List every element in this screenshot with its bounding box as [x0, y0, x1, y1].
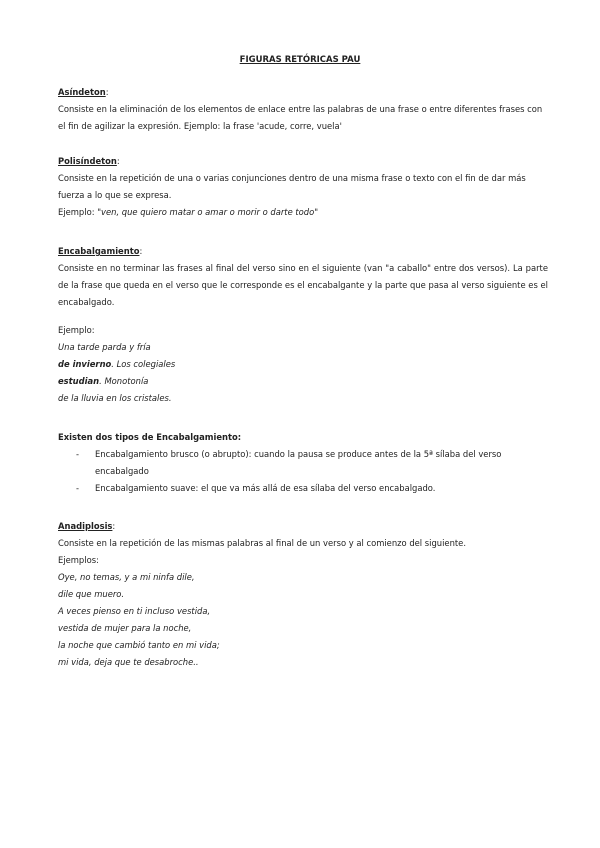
verse-line: Oye, no temas, y a mi ninfa dile,: [58, 572, 195, 582]
verse-line: A veces pienso en ti incluso vestida,: [58, 606, 211, 616]
example-label: Ejemplo:: [58, 325, 95, 335]
verse-line: la noche que cambió tanto en mi vida;: [58, 640, 220, 650]
section-asindeton: Asíndeton: Consiste en la eliminación de los elementos de enlace entre las palabras de una frase o entre diferentes frases con el fin de agilizar la expresión. Ejemplo: la frase 'acude, corre, vuela': [58, 84, 548, 135]
encabalgamiento-definition: Consiste en no terminar las frases al final del verso sino en el siguiente (van "a caballo" entre dos versos). La parte de la frase que queda en el verso que le corresponde es el encabalgante y la parte que pasa al verso siguiente es el encabalgado.: [58, 263, 548, 307]
heading-polisindeton: Polisíndeton: [58, 156, 117, 166]
encabalgamiento-types: [58, 429, 548, 497]
encabalgamiento-example: [58, 322, 548, 407]
list-item: - Encabalgamiento suave: el que va más allá de esa sílaba del verso encabalgado.: [58, 480, 548, 497]
verse-line: de invierno. Los colegiales: [58, 359, 176, 369]
section-anadiplosis: Anadiplosis: Consiste en la repetición de las mismas palabras al final de un verso y al comienzo del siguiente. Ejemplos: Oye, no temas, y a mi ninfa dile, dile que muero. A veces pienso en ti incluso vestida, vestida de mujer para la noche, la noche que cambió tanto en mi vida; mi vida, deja que te desabroche..: [58, 518, 548, 671]
heading-asindeton: Asíndeton: [58, 87, 106, 97]
example-label: Ejemplos:: [58, 555, 99, 565]
heading-anadiplosis: Anadiplosis: [58, 521, 113, 531]
verse-line: de la lluvia en los cristales.: [58, 393, 172, 403]
document-title: FIGURAS RETÓRICAS PAU: [239, 55, 361, 65]
heading-encabalgamiento: Encabalgamiento: [58, 246, 140, 256]
verse-line: estudian. Monotonía: [58, 376, 149, 386]
types-list: [58, 446, 548, 497]
section-encabalgamiento: Encabalgamiento: Consiste en no terminar las frases al final del verso sino en el siguiente (van "a caballo" entre dos versos). La parte de la frase que queda en el verso que le corresponde es el encabalgante y la parte que pasa al verso siguiente es el encabalgado.: [58, 243, 548, 311]
verse-line: mi vida, deja que te desabroche..: [58, 657, 199, 667]
verse-line: vestida de mujer para la noche,: [58, 623, 192, 633]
polisindeton-definition: Consiste en la repetición de una o varias conjunciones dentro de una misma frase o texto con el fin de dar más fuerza a lo que se expresa.: [58, 173, 526, 200]
types-title: Existen dos tipos de Encabalgamiento:: [58, 432, 242, 442]
list-item: - Encabalgamiento brusco (o abrupto): cuando la pausa se produce antes de la 5ª sílaba del verso encabalgado: [58, 446, 548, 480]
section-polisindeton: Polisíndeton: Consiste en la repetición de una o varias conjunciones dentro de una misma frase o texto con el fin de dar más fuerza a lo que se expresa. Ejemplo: "ven, que quiero matar o amar o morir o darte todo": [58, 153, 548, 221]
anadiplosis-definition: Consiste en la repetición de las mismas palabras al final de un verso y al comienzo del siguiente.: [58, 538, 466, 548]
verse-line: dile que muero.: [58, 589, 125, 599]
asindeton-definition: Consiste en la eliminación de los elementos de enlace entre las palabras de una frase o entre diferentes frases con el fin de agilizar la expresión. Ejemplo: la frase 'acude, corre, vuela': [58, 104, 543, 131]
verse-line: Una tarde parda y fría: [58, 342, 151, 352]
polisindeton-example: Ejemplo: "ven, que quiero matar o amar o morir o darte todo": [58, 207, 319, 217]
